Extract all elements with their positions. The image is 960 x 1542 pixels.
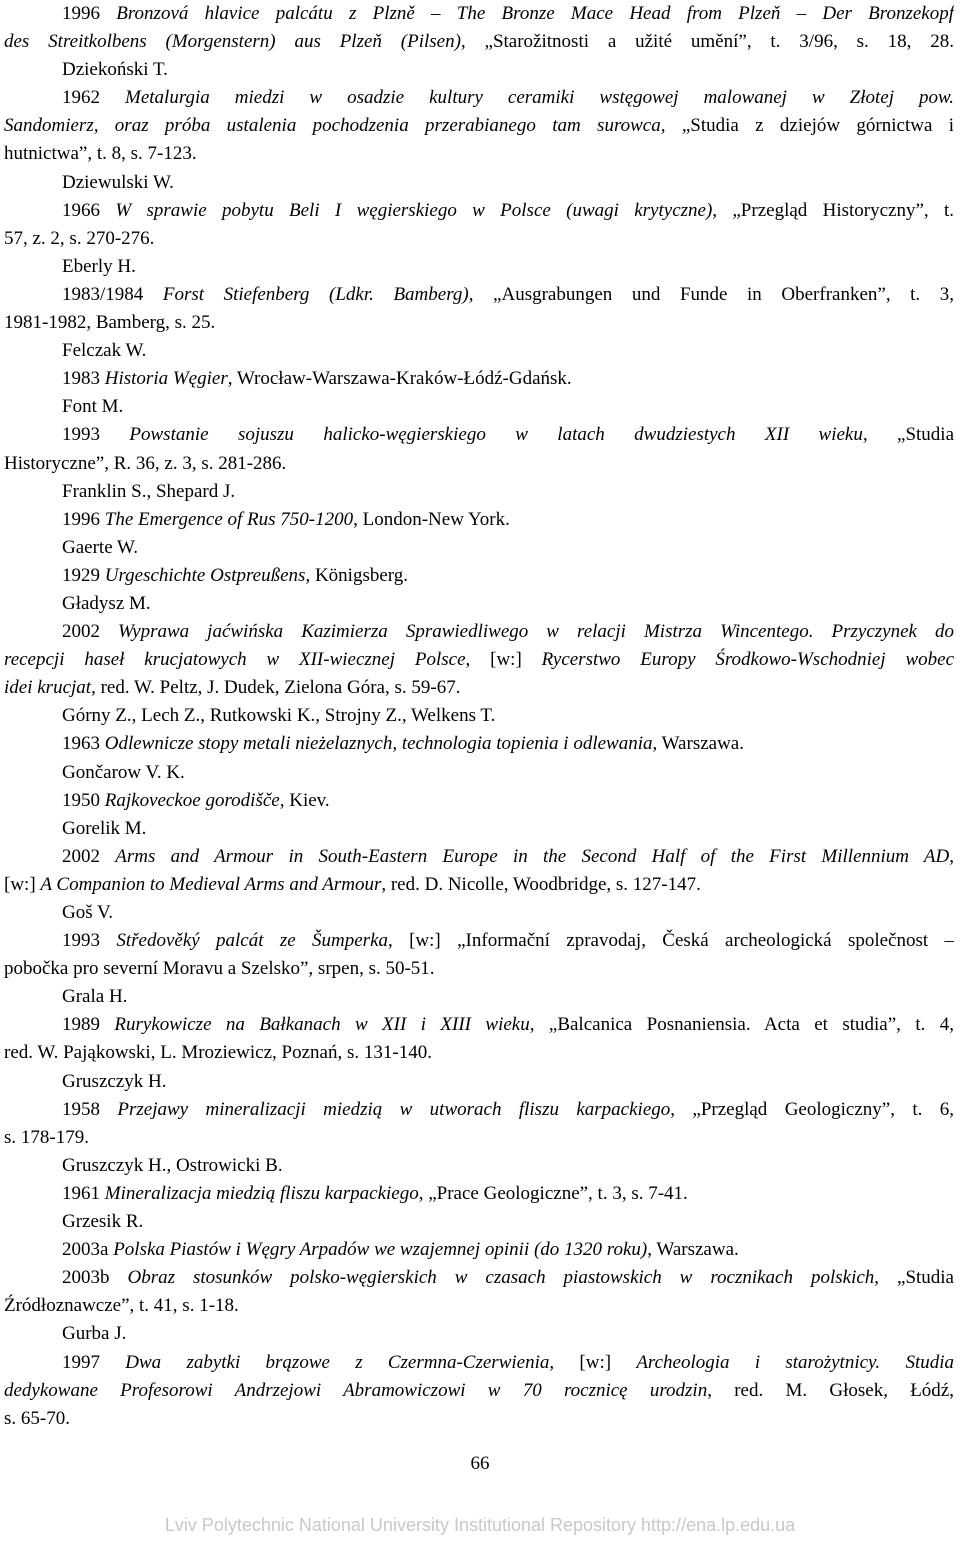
reference-text: Dziekoński T. <box>62 59 168 81</box>
reference-text: hutnictwa”, t. 8, s. 7-123. <box>4 143 197 165</box>
reference-text: Goš V. <box>62 902 114 923</box>
reference-text: 1989 <box>62 1014 115 1036</box>
italic-title-text: W sprawie pobytu Beli I węgierskiego w Polsce (uwagi krytyczne), <box>115 199 718 221</box>
reference-text: Grzesik R. <box>62 1211 144 1233</box>
reference-line <box>4 84 954 112</box>
reference-line <box>4 1264 954 1292</box>
reference-text: 1996 <box>62 3 117 24</box>
reference-text: 1981-1982, Bamberg, s. 25. <box>4 312 216 334</box>
reference-text: 1958 <box>62 1098 118 1120</box>
reference-text: 1929 <box>62 564 105 586</box>
reference-text: , red. M. Głosek, Łódź, <box>707 1379 954 1401</box>
reference-text: , red. W. Peltz, J. Dudek, Zielona Góra, s. 59-67. <box>91 677 461 699</box>
reference-text: Gruszczyk H. <box>62 1070 167 1092</box>
italic-title-text: Rajkoveckoe gorodišče <box>104 789 280 811</box>
reference-line <box>4 1124 954 1152</box>
italic-title-text: Dwa zabytki brązowe z Czermna-Czerwienia <box>125 1351 550 1373</box>
reference-text: Gončarow V. K. <box>62 761 185 783</box>
reference-text: , „Przegląd Geologiczny”, t. 6, <box>670 1098 954 1120</box>
italic-title-text: Středověký palcát ze Šumperka <box>116 930 389 952</box>
reference-line <box>4 421 954 449</box>
reference-text: Gurba J. <box>62 1323 127 1345</box>
reference-text: , Warszawa. <box>647 1239 739 1261</box>
reference-text: Felczak W. <box>62 340 147 362</box>
reference-text: , „Studia <box>874 1267 954 1289</box>
reference-line <box>4 28 954 56</box>
reference-text: Źródłoznawcze”, t. 41, s. 1-18. <box>4 1295 239 1317</box>
italic-title-text: Obraz stosunków polsko-węgierskich w czasach piastowskich w rocznikach polskich <box>127 1267 875 1289</box>
reference-line <box>4 1180 954 1208</box>
reference-line <box>4 730 954 758</box>
reference-line <box>4 112 954 140</box>
italic-title-text: A Companion to Medieval Arms and Armour <box>40 873 382 895</box>
reference-text: „Ausgrabungen und Funde in Oberfranken”, t. 3, <box>473 283 954 305</box>
italic-title-text: Wyprawa jaćwińska Kazimierza Sprawiedliwego w relacji Mistrza Wincentego. Przyczynek do <box>118 621 954 643</box>
reference-text: , [w:] <box>465 649 542 671</box>
reference-text: 1962 <box>62 87 126 109</box>
author-line <box>4 1068 954 1096</box>
reference-text: , London-New York. <box>353 508 510 530</box>
reference-line <box>4 1011 954 1039</box>
reference-text: 1996 <box>62 508 105 530</box>
author-line <box>4 590 954 618</box>
italic-title-text: Mineralizacja miedzią fliszu karpackiego <box>104 1182 419 1204</box>
reference-text: , „Balcanica Posnaniensia. Acta et studia”, t. 4, <box>529 1014 954 1036</box>
reference-line <box>4 843 954 871</box>
reference-text: Dziewulski W. <box>62 171 174 193</box>
italic-title-text: Metalurgia miedzi w osadzie kultury ceramiki wstęgowej malowanej w Złotej pow. <box>125 87 954 109</box>
reference-line <box>4 646 954 674</box>
reference-line <box>4 0 954 28</box>
reference-line <box>4 955 954 983</box>
reference-text: Gruszczyk H., Ostrowicki B. <box>62 1154 283 1176</box>
reference-line <box>4 365 954 393</box>
reference-text: 1963 <box>62 733 105 755</box>
reference-line <box>4 1236 954 1264</box>
reference-text: 1993 <box>62 930 117 952</box>
reference-text: [w:] <box>4 873 41 895</box>
reference-text: Górny Z., Lech Z., Rutkowski K., Strojny Z., Welkens T. <box>62 705 496 727</box>
reference-text: 2003a <box>62 1239 114 1261</box>
italic-title-text: dedykowane Profesorowi Andrzejowi Abramowiczowi w 70 rocznicę urodzin <box>4 1379 708 1401</box>
reference-text: , Wrocław-Warszawa-Kraków-Łódź-Gdańsk. <box>227 368 572 390</box>
bibliography-list <box>4 0 954 1433</box>
reference-text: „Studia <box>867 424 954 446</box>
author-line <box>4 337 954 365</box>
reference-text: 1961 <box>62 1182 105 1204</box>
reference-text: „Przegląd Historyczny”, t. <box>717 199 954 221</box>
italic-title-text: Polska Piastów i Węgry Arpadów we wzajemnej opinii (do 1320 roku) <box>113 1239 648 1261</box>
reference-line <box>4 506 954 534</box>
reference-text: Grala H. <box>62 986 128 1008</box>
reference-line <box>4 1292 954 1320</box>
author-line <box>4 759 954 787</box>
reference-text: Gorelik M. <box>62 817 147 839</box>
author-line <box>4 56 954 84</box>
reference-line <box>4 140 954 168</box>
italic-title-text: Rurykowicze na Bałkanach w XII i XIII wieku <box>114 1014 530 1036</box>
reference-text: Franklin S., Shepard J. <box>62 480 236 502</box>
author-line <box>4 899 954 927</box>
author-line <box>4 815 954 843</box>
reference-text: , [w:] <box>549 1351 637 1373</box>
author-line <box>4 1320 954 1348</box>
reference-line <box>4 1039 954 1067</box>
reference-text: Gaerte W. <box>62 536 138 558</box>
italic-title-text: Arms and Armour in South-Eastern Europe in the Second Half of the First Millennium AD, <box>115 845 954 867</box>
italic-title-text: Powstanie sojuszu halicko-węgierskiego w latach dwudziestych XII wieku, <box>129 424 868 446</box>
reference-text: 57, z. 2, s. 270-276. <box>4 227 155 249</box>
author-line <box>4 534 954 562</box>
italic-title-text: Przejawy mineralizacji miedzią w utworach fliszu karpackiego <box>117 1098 671 1120</box>
reference-text: Historyczne”, R. 36, z. 3, s. 281-286. <box>4 452 287 474</box>
reference-line <box>4 309 954 337</box>
reference-text: Eberly H. <box>62 255 136 277</box>
reference-text: 1983 <box>62 368 105 390</box>
reference-text: , Kiev. <box>279 789 330 811</box>
reference-line <box>4 281 954 309</box>
reference-text: 1993 <box>62 424 130 446</box>
author-line <box>4 169 954 197</box>
italic-title-text: Odlewnicze stopy metali nieżelaznych, technologia topienia i odlewania <box>104 733 653 755</box>
author-line <box>4 393 954 421</box>
reference-text: Font M. <box>62 396 124 418</box>
reference-text: Gładysz M. <box>62 592 151 614</box>
reference-line <box>4 618 954 646</box>
italic-title-text: recepcji haseł krucjatowych w XII-wiecznej Polsce <box>4 649 466 671</box>
page-number: 66 <box>470 1453 490 1474</box>
reference-line <box>4 225 954 253</box>
reference-text: 1950 <box>62 789 105 811</box>
reference-text: 1997 <box>62 1351 126 1373</box>
author-line <box>4 253 954 281</box>
author-line <box>4 1152 954 1180</box>
author-line <box>4 983 954 1011</box>
italic-title-text: Urgeschichte Ostpreußens <box>104 564 306 586</box>
reference-text: , Warszawa. <box>652 733 744 755</box>
italic-title-text: Rycerstwo Europy Środkowo-Wschodniej wobec <box>541 649 954 671</box>
italic-title-text: des Streitkolbens (Morgenstern) aus Plzeň (Pilsen), <box>4 31 466 53</box>
italic-title-text: Historia Węgier <box>104 368 228 390</box>
italic-title-text: idei krucjat <box>4 677 92 699</box>
reference-text: , „Prace Geologiczne”, t. 3, s. 7-41. <box>418 1182 688 1204</box>
reference-text: „Starožitnosti a užité umění”, t. 3/96, s. 18, 28. <box>465 31 954 53</box>
reference-line <box>4 562 954 590</box>
reference-text: 2003b <box>62 1267 128 1289</box>
italic-title-text: Forst Stiefenberg (Ldkr. Bamberg), <box>162 283 474 305</box>
reference-text: 1966 <box>62 199 116 221</box>
reference-line <box>4 787 954 815</box>
repository-footer: Lviv Polytechnic National University Institutional Repository http://ena.lp.edu.ua <box>164 1515 796 1535</box>
reference-text: 2002 <box>62 845 116 867</box>
reference-line <box>4 1096 954 1124</box>
reference-text: s. 65-70. <box>4 1407 70 1429</box>
reference-line <box>4 674 954 702</box>
italic-title-text: Sandomierz, oraz próba ustalenia pochodzenia przerabianego tam surowca, <box>4 115 666 137</box>
italic-title-text: Bronzová hlavice palcátu z Plzně – The Bronze Mace Head from Plzeň – Der Bronzekopf <box>116 3 954 24</box>
author-line <box>4 478 954 506</box>
reference-text: pobočka pro severní Moravu a Szelsko”, srpen, s. 50-51. <box>4 958 435 980</box>
reference-text: , [w:] „Informační zpravodaj, Česká archeologická společnost – <box>388 930 954 952</box>
reference-text: 1983/1984 <box>62 283 163 305</box>
reference-line <box>4 871 954 899</box>
reference-text: s. 178-179. <box>4 1126 89 1148</box>
italic-title-text: The Emergence of Rus 750-1200 <box>104 508 354 530</box>
reference-line <box>4 1405 954 1433</box>
reference-line <box>4 1377 954 1405</box>
author-line <box>4 1208 954 1236</box>
author-line <box>4 702 954 730</box>
reference-line <box>4 927 954 955</box>
reference-text: „Studia z dziejów górnictwa i <box>665 115 954 137</box>
reference-text: red. W. Pająkowski, L. Mroziewicz, Poznań, s. 131-140. <box>4 1042 432 1064</box>
reference-line <box>4 197 954 225</box>
reference-text: 2002 <box>62 621 119 643</box>
reference-text: , Königsberg. <box>305 564 408 586</box>
reference-line <box>4 1349 954 1377</box>
italic-title-text: Archeologia i starożytnicy. Studia <box>636 1351 954 1373</box>
reference-line <box>4 450 954 478</box>
reference-text: , red. D. Nicolle, Woodbridge, s. 127-147. <box>381 873 701 895</box>
